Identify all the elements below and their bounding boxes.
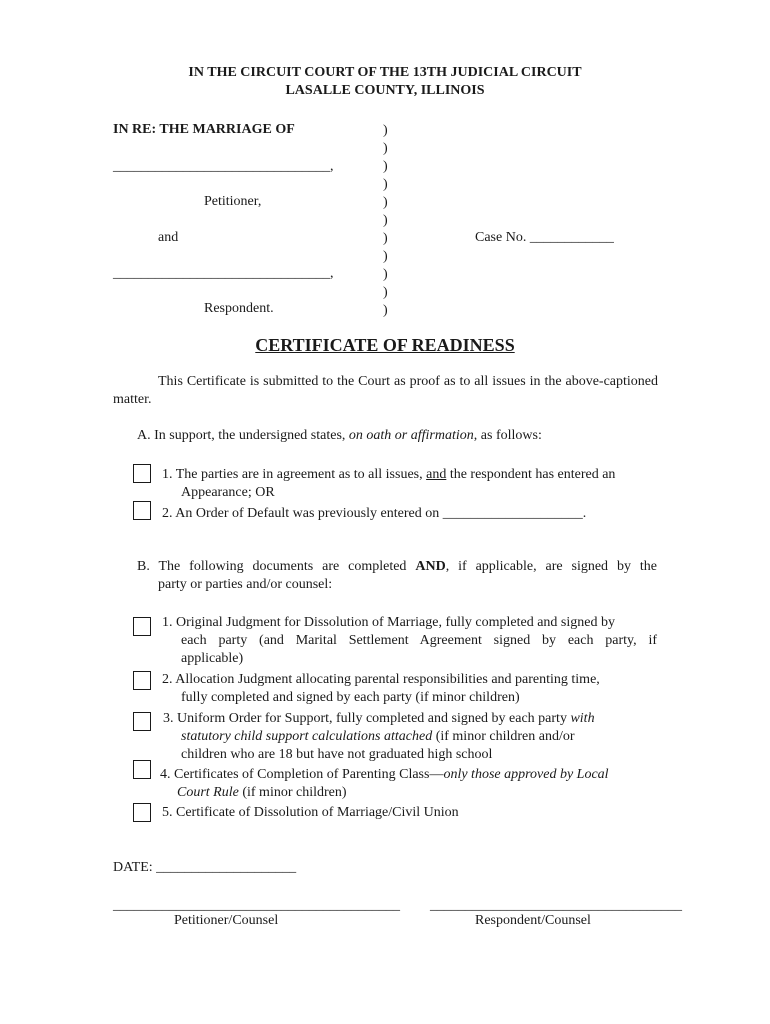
item-b2-line2: fully completed and signed by each party (if minor children) — [181, 690, 520, 705]
checkbox-a2[interactable] — [133, 501, 151, 520]
checkbox-b1[interactable] — [133, 617, 151, 636]
section-a-lead-end: , as follows: — [473, 428, 542, 443]
item-b3-line2 — [181, 728, 575, 746]
respondent-label: Respondent. — [204, 301, 274, 316]
section-a-lead-text: A. In support, the undersigned states, — [137, 428, 349, 443]
checkbox-b3[interactable] — [133, 712, 151, 731]
petitioner-signature-label: Petitioner/Counsel — [174, 913, 279, 928]
item-b5: 5. Certificate of Dissolution of Marriage/Civil Union — [162, 805, 459, 820]
item-b3-italic: with — [570, 711, 595, 726]
paren: ) — [383, 177, 388, 192]
paren: ) — [383, 249, 388, 264]
county-heading: LASALLE COUNTY, ILLINOIS — [285, 83, 485, 98]
item-b3-line3: children who are 18 but have not graduated high school — [181, 747, 493, 762]
item-b1-line3: applicable) — [181, 651, 244, 666]
section-a-lead-italic: on oath or affirmation — [348, 428, 474, 443]
paren: ) — [383, 231, 388, 246]
item-b4-line1 — [160, 766, 609, 784]
item-b3-text: 3. Uniform Order for Support, fully completed and signed by each party — [163, 711, 571, 726]
item-b3-line1 — [163, 710, 595, 728]
paren: ) — [383, 267, 388, 282]
court-heading: IN THE CIRCUIT COURT OF THE 13TH JUDICIAL CIRCUIT — [188, 65, 582, 80]
checkbox-b5[interactable] — [133, 803, 151, 822]
respondent-signature-label: Respondent/Counsel — [475, 913, 591, 928]
item-a1-and: and — [426, 467, 447, 482]
date-field[interactable]: DATE: ____________________ — [113, 860, 297, 875]
paren: ) — [383, 285, 388, 300]
paren: ) — [383, 141, 388, 156]
checkbox-b2[interactable] — [133, 671, 151, 690]
item-b1-line1: 1. Original Judgment for Dissolution of Marriage, fully completed and signed by — [162, 615, 615, 630]
item-a1-line2: Appearance; OR — [181, 485, 275, 500]
item-b4-text: 4. Certificates of Completion of Parenting Class— — [160, 767, 444, 782]
item-a1-text-end: the respondent has entered an — [446, 467, 616, 482]
case-number-field[interactable]: Case No. ____________ — [475, 230, 614, 245]
section-a-lead — [137, 427, 542, 445]
document-title: CERTIFICATE OF READINESS — [255, 335, 515, 355]
section-b-lead-text: B. The following documents are completed — [137, 559, 416, 574]
item-b4-line2-text: (if minor children) — [238, 785, 347, 800]
item-b1-line2: each party (and Marital Settlement Agreement signed by each party, if — [181, 633, 657, 648]
and-label: and — [158, 230, 179, 245]
item-b3-line2-italic: statutory child support calculations attached — [181, 729, 433, 744]
petitioner-signature-line[interactable]: _________________________________________ — [113, 898, 400, 913]
paren: ) — [383, 303, 388, 318]
petitioner-name-blank[interactable]: _______________________________, — [113, 159, 334, 174]
section-b-lead-and: AND — [415, 559, 446, 574]
item-b3-line2-text: (if minor children and/or — [432, 729, 575, 744]
section-b-lead-end: , if applicable, are signed by the — [445, 559, 657, 574]
section-b-lead-line1 — [137, 558, 657, 576]
checkbox-a1[interactable] — [133, 464, 151, 483]
item-b4-line2 — [177, 784, 347, 802]
section-b-lead-line2: party or parties and/or counsel: — [158, 577, 333, 592]
paren: ) — [383, 213, 388, 228]
petitioner-label: Petitioner, — [204, 194, 262, 209]
item-b2-line1: 2. Allocation Judgment allocating parental responsibilities and parenting time, — [162, 672, 600, 687]
item-b4-italic: only those approved by Local — [443, 767, 609, 782]
paren: ) — [383, 159, 388, 174]
respondent-name-blank[interactable]: _______________________________, — [113, 266, 334, 281]
checkbox-b4[interactable] — [133, 760, 151, 779]
item-b4-line2-italic: Court Rule — [177, 785, 239, 800]
item-a1-line1 — [162, 466, 615, 484]
in-re-label: IN RE: THE MARRIAGE OF — [113, 122, 295, 137]
item-a2: 2. An Order of Default was previously entered on ____________________. — [162, 506, 587, 521]
item-a1-text: 1. The parties are in agreement as to all issues, — [162, 467, 427, 482]
respondent-signature-line[interactable]: ____________________________________ — [430, 898, 682, 913]
intro-paragraph: This Certificate is submitted to the Court as proof as to all issues in the above-captioned matter. — [113, 374, 658, 407]
paren: ) — [383, 123, 388, 138]
paren: ) — [383, 195, 388, 210]
